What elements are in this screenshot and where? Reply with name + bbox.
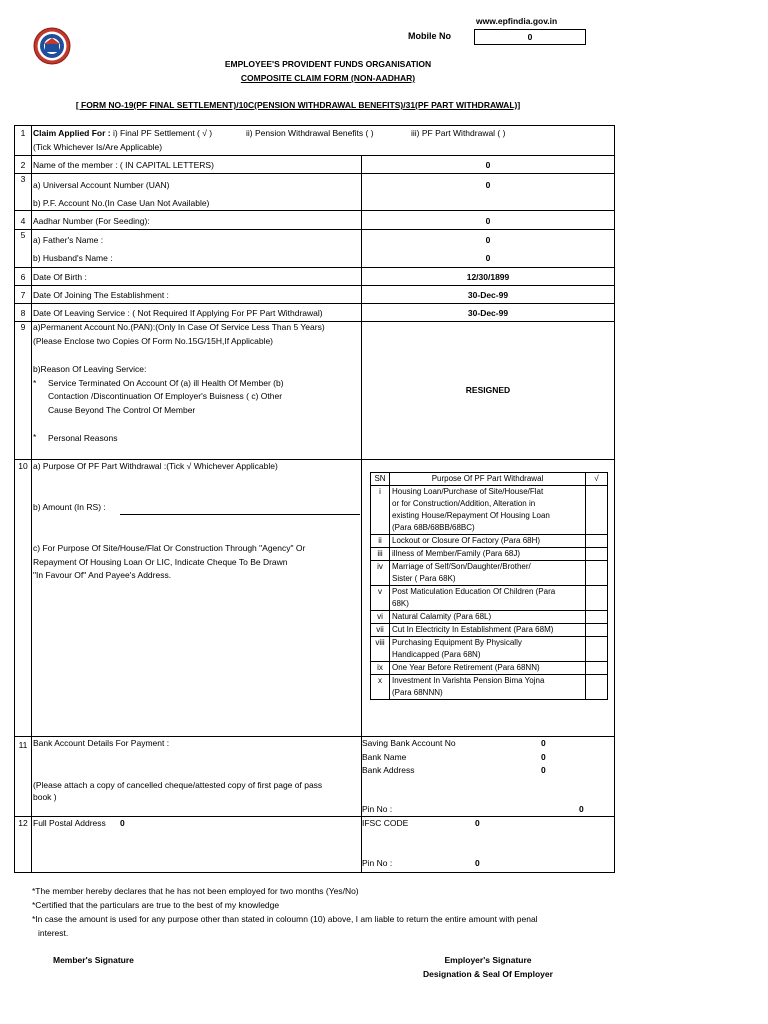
row-number: 10 xyxy=(18,461,28,471)
purpose-sn: x xyxy=(371,675,390,700)
form-numbers: [ FORM NO-19(PF FINAL SETTLEMENT)/10C(PENSION WITHDRAWAL BENEFITS)/31(PF PART WITHDRAWAL)] xyxy=(75,100,521,110)
purpose-line: Natural Calamity (Para 68L) xyxy=(392,612,492,621)
row-number: 11 xyxy=(18,740,28,750)
bullet: * xyxy=(33,432,37,442)
doj-value[interactable]: 30-Dec-99 xyxy=(467,290,509,300)
purpose-tick-cell[interactable] xyxy=(586,561,608,586)
purpose-row xyxy=(371,637,608,662)
purpose-text xyxy=(390,637,586,662)
row-number: 12 xyxy=(18,818,28,828)
mobile-label: Mobile No xyxy=(408,31,451,41)
purpose-line: Marriage of Self/Son/Daughter/Brother/ xyxy=(392,562,531,571)
reason-service-terminated-2: Contaction /Discontinuation Of Employer's Buisness ( c) Other xyxy=(48,391,283,401)
purpose-row xyxy=(371,675,608,700)
dob-value[interactable]: 12/30/1899 xyxy=(466,272,510,282)
member-signature-label: Member's Signature xyxy=(53,955,134,965)
postal-pin-label: Pin No : xyxy=(362,858,393,868)
purpose-tick-cell[interactable] xyxy=(586,624,608,637)
purpose-tick-cell[interactable] xyxy=(586,662,608,675)
purpose-text xyxy=(390,535,586,548)
bank-address-label: Bank Address xyxy=(362,765,415,775)
bank-pin-value[interactable]: 0 xyxy=(579,804,584,814)
pan-note: (Please Enclose two Copies Of Form No.15G/15H,If Applicable) xyxy=(33,336,273,346)
member-name-label: Name of the member : ( IN CAPITAL LETTERS) xyxy=(33,160,214,170)
purpose-header: Purpose Of PF Part Withdrawal xyxy=(390,473,586,486)
purpose-line: Purchasing Equipment By Physically xyxy=(392,638,522,647)
aadhar-value[interactable]: 0 xyxy=(485,216,491,226)
purpose-tick-cell[interactable] xyxy=(586,611,608,624)
purpose-row xyxy=(371,486,608,535)
purpose-sn: viii xyxy=(371,637,390,662)
purpose-line: Housing Loan/Purchase of Site/House/Flat xyxy=(392,487,544,496)
purpose-tick-cell[interactable] xyxy=(586,637,608,662)
part-withdrawal-purpose-label: a) Purpose Of PF Part Withdrawal :(Tick √ Whichever Applicable) xyxy=(33,461,278,471)
purpose-text xyxy=(390,675,586,700)
purpose-sn: vi xyxy=(371,611,390,624)
postal-address-label: Full Postal Address xyxy=(33,818,106,828)
purpose-row xyxy=(371,624,608,637)
purpose-line: Lockout or Closure Of Factory (Para 68H) xyxy=(392,536,541,545)
tick-header: √ xyxy=(586,473,608,486)
leaving-reason-label: b)Reason Of Leaving Service: xyxy=(33,364,147,374)
purpose-table xyxy=(370,472,608,700)
employer-signature-label: Employer's Signature xyxy=(444,955,532,965)
organisation-title: EMPLOYEE'S PROVIDENT FUNDS ORGANISATION xyxy=(224,59,432,69)
row-number: 7 xyxy=(20,290,26,300)
father-name-label: a) Father's Name : xyxy=(33,235,104,245)
postal-address-value[interactable]: 0 xyxy=(120,818,125,828)
amount-label: b) Amount (In RS) : xyxy=(33,502,106,512)
row-number: 4 xyxy=(20,216,26,226)
cheque-note-2: book ) xyxy=(33,792,57,802)
husband-name-value[interactable]: 0 xyxy=(485,253,491,263)
bank-pin-label: Pin No : xyxy=(362,804,393,814)
row-number: 6 xyxy=(20,272,26,282)
form-title: COMPOSITE CLAIM FORM (NON-AADHAR) xyxy=(240,73,416,83)
declaration-employment: *The member hereby declares that he has not been employed for two months (Yes/No) xyxy=(32,886,359,896)
purpose-line: or for Construction/Addition, Alteration in xyxy=(392,499,536,508)
purpose-line: Investment In Varishta Pension Bima Yojna xyxy=(392,676,545,685)
ifsc-value[interactable]: 0 xyxy=(475,818,480,828)
purpose-line: Sister ( Para 68K) xyxy=(392,574,456,583)
sn-header: SN xyxy=(371,473,390,486)
purpose-line: illness of Member/Family (Para 68J) xyxy=(392,549,521,558)
claim-applied-row xyxy=(33,128,212,139)
doj-label: Date Of Joining The Establishment : xyxy=(33,290,169,300)
purpose-text xyxy=(390,486,586,535)
reason-personal: Personal Reasons xyxy=(48,433,118,443)
purpose-tick-cell[interactable] xyxy=(586,535,608,548)
row-number: 5 xyxy=(20,230,26,240)
purpose-sn: vii xyxy=(371,624,390,637)
dol-value[interactable]: 30-Dec-99 xyxy=(467,308,509,318)
purpose-row xyxy=(371,535,608,548)
bullet: * xyxy=(33,378,37,388)
tick-note: (Tick Whichever Is/Are Applicable) xyxy=(33,142,163,152)
member-name-value[interactable]: 0 xyxy=(485,160,491,170)
declaration-return-amount: *In case the amount is used for any purpose other than stated in coloumn (10) above, I am liable to return the entire amount with penal xyxy=(32,914,538,924)
purpose-text xyxy=(390,548,586,561)
bank-address-value[interactable]: 0 xyxy=(541,765,546,775)
purpose-line: Handicapped (Para 68N) xyxy=(392,650,481,659)
purpose-row xyxy=(371,561,608,586)
purpose-line: (Para 68NNN) xyxy=(392,688,443,697)
purpose-text xyxy=(390,561,586,586)
purpose-tick-cell[interactable] xyxy=(586,486,608,535)
row-number: 2 xyxy=(20,160,26,170)
bank-name-value[interactable]: 0 xyxy=(541,752,546,762)
row-number: 8 xyxy=(20,308,26,318)
reason-service-terminated-3: Cause Beyond The Control Of Member xyxy=(48,405,196,415)
purpose-sn: ii xyxy=(371,535,390,548)
declaration-true-particulars: *Certified that the particulars are true to the best of my knowledge xyxy=(32,900,280,910)
pan-label: a)Permanent Account No.(PAN):(Only In Case Of Service Less Than 5 Years) xyxy=(33,322,325,332)
website-url[interactable]: www.epfindia.gov.in xyxy=(476,16,558,26)
row-number: 3 xyxy=(20,174,26,184)
husband-name-label: b) Husband's Name : xyxy=(33,253,113,263)
row-number: 1 xyxy=(20,128,26,138)
bank-details-label: Bank Account Details For Payment : xyxy=(33,738,170,748)
agency-note-3: "In Favour Of" And Payee's Address. xyxy=(33,570,172,580)
aadhar-label: Aadhar Number (For Seeding): xyxy=(33,216,150,226)
postal-pin-value[interactable]: 0 xyxy=(475,858,480,868)
declaration-return-amount-2: interest. xyxy=(38,928,69,938)
row-number: 9 xyxy=(20,322,26,332)
employer-designation-label: Designation & Seal Of Employer xyxy=(423,969,553,979)
purpose-table-header xyxy=(371,473,608,486)
purpose-line: 68K) xyxy=(392,599,409,608)
purpose-line: (Para 68B/68BB/68BC) xyxy=(392,523,475,532)
purpose-sn: ix xyxy=(371,662,390,675)
purpose-sn: iv xyxy=(371,561,390,586)
agency-note: c) For Purpose Of Site/House/Flat Or Construction Through "Agency" Or xyxy=(33,543,306,553)
dob-label: Date Of Birth : xyxy=(33,272,87,282)
purpose-row xyxy=(371,662,608,675)
claim-applied-label: Claim Applied For : xyxy=(33,128,111,138)
ifsc-label: IFSC CODE xyxy=(362,818,409,828)
purpose-sn: v xyxy=(371,586,390,611)
purpose-sn: iii xyxy=(371,548,390,561)
leaving-reason-value[interactable]: RESIGNED xyxy=(465,385,511,395)
purpose-row xyxy=(371,586,608,611)
purpose-text xyxy=(390,662,586,675)
dol-label: Date Of Leaving Service : ( Not Required If Applying For PF Part Withdrawal) xyxy=(33,308,323,318)
uan-label: a) Universal Account Number (UAN) xyxy=(33,180,170,190)
pf-account-label: b) P.F. Account No.(In Case Uan Not Available) xyxy=(33,198,210,208)
final-settlement-option[interactable]: i) Final PF Settlement ( √ ) xyxy=(110,128,213,138)
purpose-tick-cell[interactable] xyxy=(586,675,608,700)
pension-withdrawal-option[interactable]: ii) Pension Withdrawal Benefits ( ) xyxy=(246,128,374,138)
saving-account-label: Saving Bank Account No xyxy=(362,738,456,748)
purpose-sn: i xyxy=(371,486,390,535)
purpose-line: One Year Before Retirement (Para 68NN) xyxy=(392,663,540,672)
agency-note-2: Repayment Of Housing Loan Or LIC, Indicate Cheque To Be Drawn xyxy=(33,557,288,567)
saving-account-value[interactable]: 0 xyxy=(541,738,546,748)
cheque-note: (Please attach a copy of cancelled cheque/attested copy of first page of pass xyxy=(33,780,323,790)
mobile-field[interactable]: 0 xyxy=(474,29,586,45)
purpose-text xyxy=(390,611,586,624)
father-name-value[interactable]: 0 xyxy=(485,235,491,245)
purpose-line: Post Maticulation Education Of Children (Para xyxy=(392,587,556,596)
reason-service-terminated: Service Terminated On Account Of (a) ill Health Of Member (b) xyxy=(48,378,284,388)
purpose-text xyxy=(390,624,586,637)
purpose-line: Cut In Electricity In Establishment (Para 68M) xyxy=(392,625,554,634)
purpose-line: existing House/Repayment Of Housing Loan xyxy=(392,511,550,520)
purpose-row xyxy=(371,548,608,561)
purpose-tick-cell[interactable] xyxy=(586,586,608,611)
bank-name-label: Bank Name xyxy=(362,752,407,762)
purpose-row xyxy=(371,611,608,624)
part-withdrawal-option[interactable]: iii) PF Part Withdrawal ( ) xyxy=(411,128,506,138)
purpose-text xyxy=(390,586,586,611)
uan-value[interactable]: 0 xyxy=(485,180,491,190)
purpose-tick-cell[interactable] xyxy=(586,548,608,561)
